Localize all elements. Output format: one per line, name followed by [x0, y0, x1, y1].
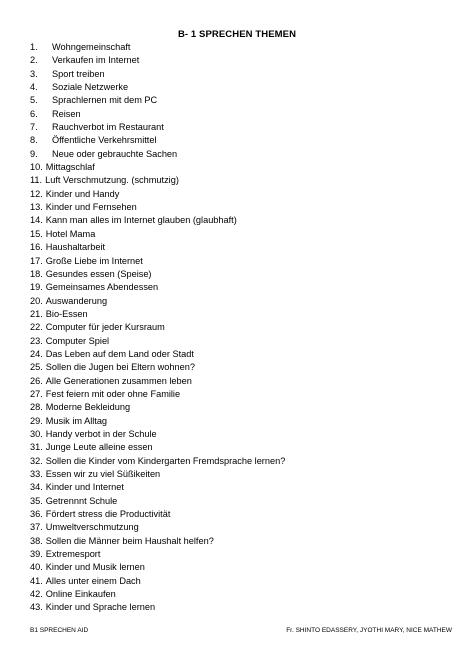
list-item-number: 38. — [30, 535, 43, 546]
list-item-text: Musik im Alltag — [45, 415, 108, 426]
list-item-text: Haushaltarbeit — [45, 242, 106, 253]
list-item — [30, 241, 285, 254]
list-item-number: 8. — [30, 135, 38, 146]
list-item-number: 4. — [30, 82, 38, 93]
list-item-text: Kinder und Musik lernen — [45, 562, 145, 573]
list-item-number: 24. — [30, 348, 43, 359]
list-item-number: 17. — [30, 255, 43, 266]
list-item-text: Bio-Essen — [45, 308, 88, 319]
document-title: B- 1 SPRECHEN THEMEN — [177, 29, 297, 40]
list-item-number: 3. — [30, 68, 38, 79]
list-item-text: Rauchverbot im Restaurant — [52, 122, 164, 133]
list-item-number: 14. — [30, 215, 43, 226]
list-item — [30, 468, 285, 481]
list-item-text: Handy verbot in der Schule — [45, 428, 157, 439]
list-item — [30, 361, 285, 374]
list-item-text: Gemeinsames Abendessen — [45, 282, 159, 293]
list-item-number: 43. — [30, 602, 43, 613]
list-item-number: 29. — [30, 415, 43, 426]
list-item — [30, 428, 285, 441]
list-item-text: Alles unter einem Dach — [45, 575, 141, 586]
list-item-text: Soziale Netzwerke — [52, 82, 129, 93]
list-item-text: Reisen — [52, 108, 81, 119]
list-item-text: Kann man alles im Internet glauben (glaubhaft) — [45, 215, 237, 226]
list-item-text: Computer Spiel — [45, 335, 110, 346]
list-item — [30, 548, 285, 561]
list-item-number: 30. — [30, 428, 43, 439]
list-item — [30, 255, 285, 268]
list-item-number: 7. — [30, 122, 38, 133]
list-item-number: 41. — [30, 575, 43, 586]
list-item — [30, 68, 285, 81]
list-item-number: 26. — [30, 375, 43, 386]
list-item — [30, 148, 285, 161]
list-item-number: 6. — [30, 108, 38, 119]
list-item-text: Sport treiben — [52, 68, 105, 79]
list-item-number: 9. — [30, 148, 38, 159]
list-item-number: 5. — [30, 95, 38, 106]
list-item — [30, 415, 285, 428]
list-item-text: Sollen die Jugen bei Eltern wohnen? — [45, 362, 195, 373]
list-item-number: 35. — [30, 495, 43, 506]
list-item-number: 40. — [30, 562, 43, 573]
list-item-number: 2. — [30, 55, 38, 66]
list-item — [30, 535, 285, 548]
list-item-number: 39. — [30, 549, 43, 560]
list-item-number: 42. — [30, 589, 43, 600]
list-item — [30, 94, 285, 107]
list-item-text: Computer für jeder Kursraum — [45, 322, 165, 333]
list-item-number: 11. — [30, 175, 43, 186]
list-item — [30, 588, 285, 601]
list-item-number: 16. — [30, 242, 43, 253]
list-item — [30, 375, 285, 388]
list-item-text: Mittagschlaf — [45, 162, 95, 173]
list-item-text: Luft Verschmutzung. (schmutzig) — [45, 175, 179, 186]
list-item-number: 1. — [30, 42, 38, 52]
list-item-text: Extremesport — [45, 549, 101, 560]
list-item-text: Kinder und Sprache lernen — [45, 602, 156, 613]
list-item-text: Auswanderung — [45, 295, 108, 306]
list-item-number: 10. — [30, 162, 43, 173]
list-item — [30, 134, 285, 147]
list-item — [30, 481, 285, 494]
list-item-number: 37. — [30, 522, 43, 533]
list-item-number: 36. — [30, 509, 43, 520]
list-item — [30, 41, 285, 54]
list-item — [30, 401, 285, 414]
list-item — [30, 174, 285, 187]
list-item — [30, 108, 285, 121]
list-item-text: Moderne Bekleidung — [45, 402, 131, 413]
list-item-text: Sollen die Männer beim Haushalt helfen? — [45, 535, 214, 546]
list-item-text: Das Leben auf dem Land oder Stadt — [45, 348, 194, 359]
list-item-text: Wohngemeinschaft — [52, 42, 131, 52]
list-item — [30, 321, 285, 334]
list-item-text: Kinder und Internet — [45, 482, 124, 493]
list-item-number: 15. — [30, 228, 43, 239]
list-item-text: Kinder und Fernsehen — [45, 202, 137, 213]
list-item — [30, 201, 285, 214]
list-item-number: 32. — [30, 455, 43, 466]
list-item-text: Sprachlernen mit dem PC — [52, 95, 158, 106]
list-item — [30, 521, 285, 534]
list-item — [30, 268, 285, 281]
list-item — [30, 601, 285, 614]
list-item-text: Getrennnt Schule — [45, 495, 118, 506]
list-item-number: 20. — [30, 295, 43, 306]
footer-left: B1 SPRECHEN AID — [30, 627, 89, 634]
list-item-number: 31. — [30, 442, 43, 453]
list-item-text: Öffentliche Verkehrsmittel — [52, 135, 157, 146]
list-item-number: 23. — [30, 335, 43, 346]
list-item-text: Umweltverschmutzung — [45, 522, 139, 533]
list-item — [30, 575, 285, 588]
list-item — [30, 54, 285, 67]
list-item — [30, 214, 285, 227]
list-item-number: 18. — [30, 268, 43, 279]
list-item-number: 12. — [30, 188, 43, 199]
list-item — [30, 81, 285, 94]
list-item-number: 28. — [30, 402, 43, 413]
list-item — [30, 121, 285, 134]
list-item — [30, 508, 285, 521]
list-item-text: Kinder und Handy — [45, 188, 120, 199]
list-item — [30, 335, 285, 348]
list-item-text: Junge Leute alleine essen — [45, 442, 153, 453]
list-item-number: 22. — [30, 322, 43, 333]
list-item-number: 25. — [30, 362, 43, 373]
list-item-text: Alle Generationen zusammen leben — [45, 375, 192, 386]
list-item-number: 21. — [30, 308, 43, 319]
list-item-number: 27. — [30, 388, 43, 399]
list-item — [30, 228, 285, 241]
list-item-text: Essen wir zu viel Süßikeiten — [45, 469, 161, 479]
list-item-text: Neue oder gebrauchte Sachen — [52, 148, 178, 159]
list-item-number: 33. — [30, 469, 43, 479]
list-item-text: Verkaufen im Internet — [52, 55, 140, 66]
list-item — [30, 561, 285, 574]
list-item-text: Fest feiern mit oder ohne Familie — [45, 388, 181, 399]
list-item — [30, 295, 285, 308]
footer-right: Fr. SHINTO EDASSERY, JYOTHI MARY, NICE MATHEW — [286, 627, 452, 634]
list-item — [30, 161, 285, 174]
list-item-text: Große Liebe im Internet — [45, 255, 143, 266]
list-item — [30, 441, 285, 454]
topic-list — [30, 41, 285, 615]
list-item — [30, 455, 285, 468]
list-item-text: Hotel Mama — [45, 228, 96, 239]
list-item — [30, 495, 285, 508]
list-item-text: Fördert stress die Productivität — [45, 509, 171, 520]
list-item-number: 19. — [30, 282, 43, 293]
list-item — [30, 188, 285, 201]
list-item-text: Sollen die Kinder vom Kindergarten Fremdsprache lernen? — [45, 455, 286, 466]
list-item — [30, 348, 285, 361]
list-item-number: 13. — [30, 202, 43, 213]
list-item-text: Online Einkaufen — [45, 589, 116, 600]
list-item — [30, 388, 285, 401]
list-item-text: Gesundes essen (Speise) — [45, 268, 152, 279]
list-item — [30, 281, 285, 294]
list-item-number: 34. — [30, 482, 43, 493]
list-item — [30, 308, 285, 321]
